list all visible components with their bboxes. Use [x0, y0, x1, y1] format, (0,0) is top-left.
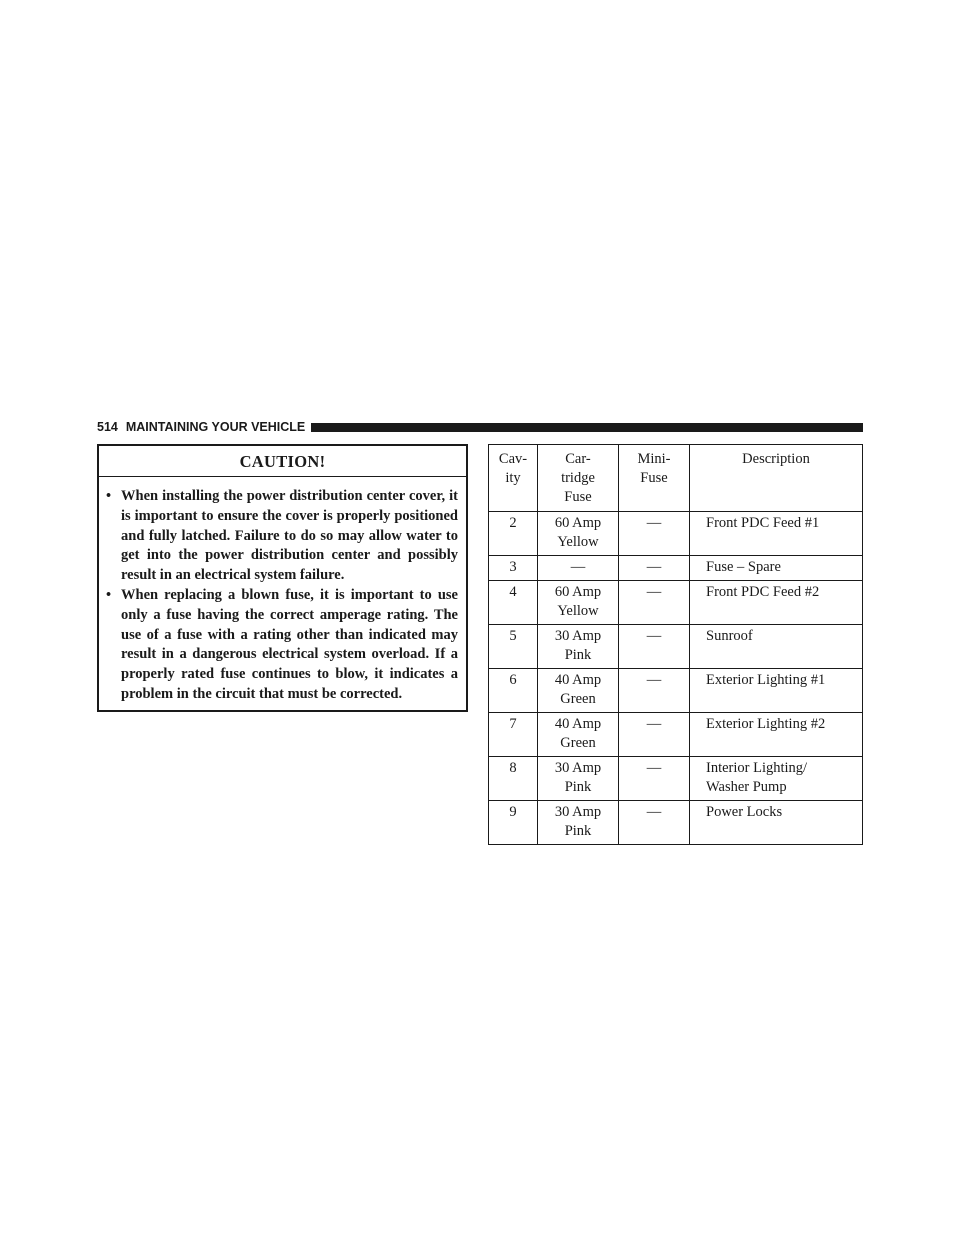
cell-cartridge: [538, 581, 619, 625]
cell-cartridge: [538, 625, 619, 669]
fuse-table-body: [489, 512, 863, 845]
cell-description-line: Exterior Lighting #2: [706, 716, 826, 732]
header-cartridge: [538, 445, 619, 512]
cell-cartridge: [538, 757, 619, 801]
cell-cavity-value: 4: [509, 584, 517, 600]
cell-mini-value: —: [646, 672, 662, 688]
bullet-icon: •: [106, 488, 112, 504]
cell-mini-value: —: [646, 760, 662, 776]
table-row: [489, 713, 863, 757]
header-description: Description: [690, 445, 863, 512]
page-header: [97, 419, 863, 435]
cell-cartridge: [538, 556, 619, 581]
cell-cavity: [489, 556, 538, 581]
page-number: 514: [97, 420, 118, 434]
cell-cavity: [489, 801, 538, 845]
cell-cavity-value: 3: [509, 559, 517, 575]
cell-description-line: Front PDC Feed #1: [706, 515, 820, 531]
cell-cartridge-line: Yellow: [557, 603, 599, 619]
cell-mini-value: —: [646, 584, 662, 600]
header-mini-line: Mini-: [637, 451, 671, 467]
cell-description-line: Sunroof: [706, 628, 753, 644]
cell-cartridge: [538, 713, 619, 757]
cell-mini: [619, 757, 690, 801]
cell-cartridge: [538, 669, 619, 713]
table-row: [489, 625, 863, 669]
section-title: MAINTAINING YOUR VEHICLE: [125, 420, 306, 434]
caution-list: [99, 477, 466, 705]
header-cartridge-line: Car-: [565, 451, 591, 467]
cell-cavity: [489, 581, 538, 625]
cell-description: [690, 669, 863, 713]
cell-description: [690, 581, 863, 625]
cell-cavity: [489, 669, 538, 713]
cell-description-line: Interior Lighting/: [706, 760, 808, 776]
table-row: [489, 669, 863, 713]
fuse-table: [488, 444, 863, 845]
cell-mini: [619, 556, 690, 581]
bullet-icon: •: [106, 586, 112, 603]
cell-description: [690, 625, 863, 669]
cell-cavity-value: 7: [509, 716, 517, 732]
cell-cartridge-line: Yellow: [557, 534, 599, 550]
cell-mini-value: —: [646, 628, 662, 644]
table-header-row: [489, 445, 863, 512]
caution-item-text: When installing the power distribution center cover, it is important to ensure the cover is properly positioned and fully latched. Failure to do so may allow water to get into the power distribution center and possibly result in an electrical system failure.: [121, 488, 458, 584]
caution-item: [104, 487, 458, 586]
cell-cartridge-line: Pink: [564, 647, 592, 663]
caution-title: CAUTION!: [99, 446, 466, 477]
table-row: [489, 757, 863, 801]
cell-mini: [619, 801, 690, 845]
cell-mini: [619, 581, 690, 625]
cell-cartridge-line: 30 Amp: [554, 760, 602, 776]
cell-cartridge-line: 60 Amp: [554, 515, 602, 531]
header-cartridge-line: Fuse: [564, 489, 592, 505]
cell-cavity: [489, 512, 538, 556]
cell-cavity-value: 8: [509, 760, 517, 776]
header-cavity: [489, 445, 538, 512]
table-row: [489, 581, 863, 625]
cell-description: [690, 757, 863, 801]
cell-cartridge-line: 30 Amp: [554, 804, 602, 820]
cell-cartridge-line: Green: [560, 691, 596, 707]
caution-item: [104, 586, 458, 705]
cell-cartridge: [538, 801, 619, 845]
caution-box: [97, 444, 468, 712]
cell-description-line: Exterior Lighting #1: [706, 672, 826, 688]
cell-cartridge: [538, 512, 619, 556]
cell-mini: [619, 512, 690, 556]
cell-description-line: Washer Pump: [706, 779, 787, 795]
cell-cavity-value: 6: [509, 672, 517, 688]
cell-cavity: [489, 625, 538, 669]
header-cartridge-line: tridge: [561, 470, 595, 486]
table-row: [489, 512, 863, 556]
cell-description-line: Power Locks: [706, 804, 783, 820]
cell-cavity-value: 5: [509, 628, 517, 644]
header-cavity-line: ity: [505, 470, 521, 486]
cell-mini: [619, 625, 690, 669]
cell-mini: [619, 669, 690, 713]
cell-cavity-value: 9: [509, 804, 517, 820]
cell-cartridge-line: 40 Amp: [554, 672, 602, 688]
cell-mini-value: —: [646, 716, 662, 732]
cell-cartridge-line: 40 Amp: [554, 716, 602, 732]
table-row: [489, 801, 863, 845]
cell-description: [690, 713, 863, 757]
cell-description: [690, 512, 863, 556]
cell-description: [690, 556, 863, 581]
cell-description-line: Fuse – Spare: [706, 559, 781, 575]
cell-mini-value: —: [646, 515, 662, 531]
header-mini-line: Fuse: [640, 470, 668, 486]
header-cavity-line: Cav-: [498, 451, 528, 467]
cell-cartridge-line: 30 Amp: [554, 628, 602, 644]
cell-mini-value: —: [646, 559, 662, 575]
table-row: [489, 556, 863, 581]
cell-cartridge-line: Pink: [564, 779, 592, 795]
cell-cartridge-line: Pink: [564, 823, 592, 839]
cell-mini-value: —: [646, 804, 662, 820]
cell-cavity: [489, 757, 538, 801]
header-rule: [311, 423, 863, 432]
cell-description: [690, 801, 863, 845]
cell-description-line: Front PDC Feed #2: [706, 584, 820, 600]
cell-cartridge-line: Green: [560, 735, 596, 751]
cell-cavity-value: 2: [509, 515, 517, 531]
caution-item-text: When replacing a blown fuse, it is important to use only a fuse having the correct amperage rating. The use of a fuse with a rating other than indicated may result in a dangerous electrical system overload. If a properly rated fuse continues to blow, it indicates a problem in the circuit that must be corrected.: [121, 586, 458, 702]
cell-cartridge-line: —: [570, 559, 586, 575]
cell-cartridge-line: 60 Amp: [554, 584, 602, 600]
cell-mini: [619, 713, 690, 757]
header-mini: [619, 445, 690, 512]
cell-cavity: [489, 713, 538, 757]
